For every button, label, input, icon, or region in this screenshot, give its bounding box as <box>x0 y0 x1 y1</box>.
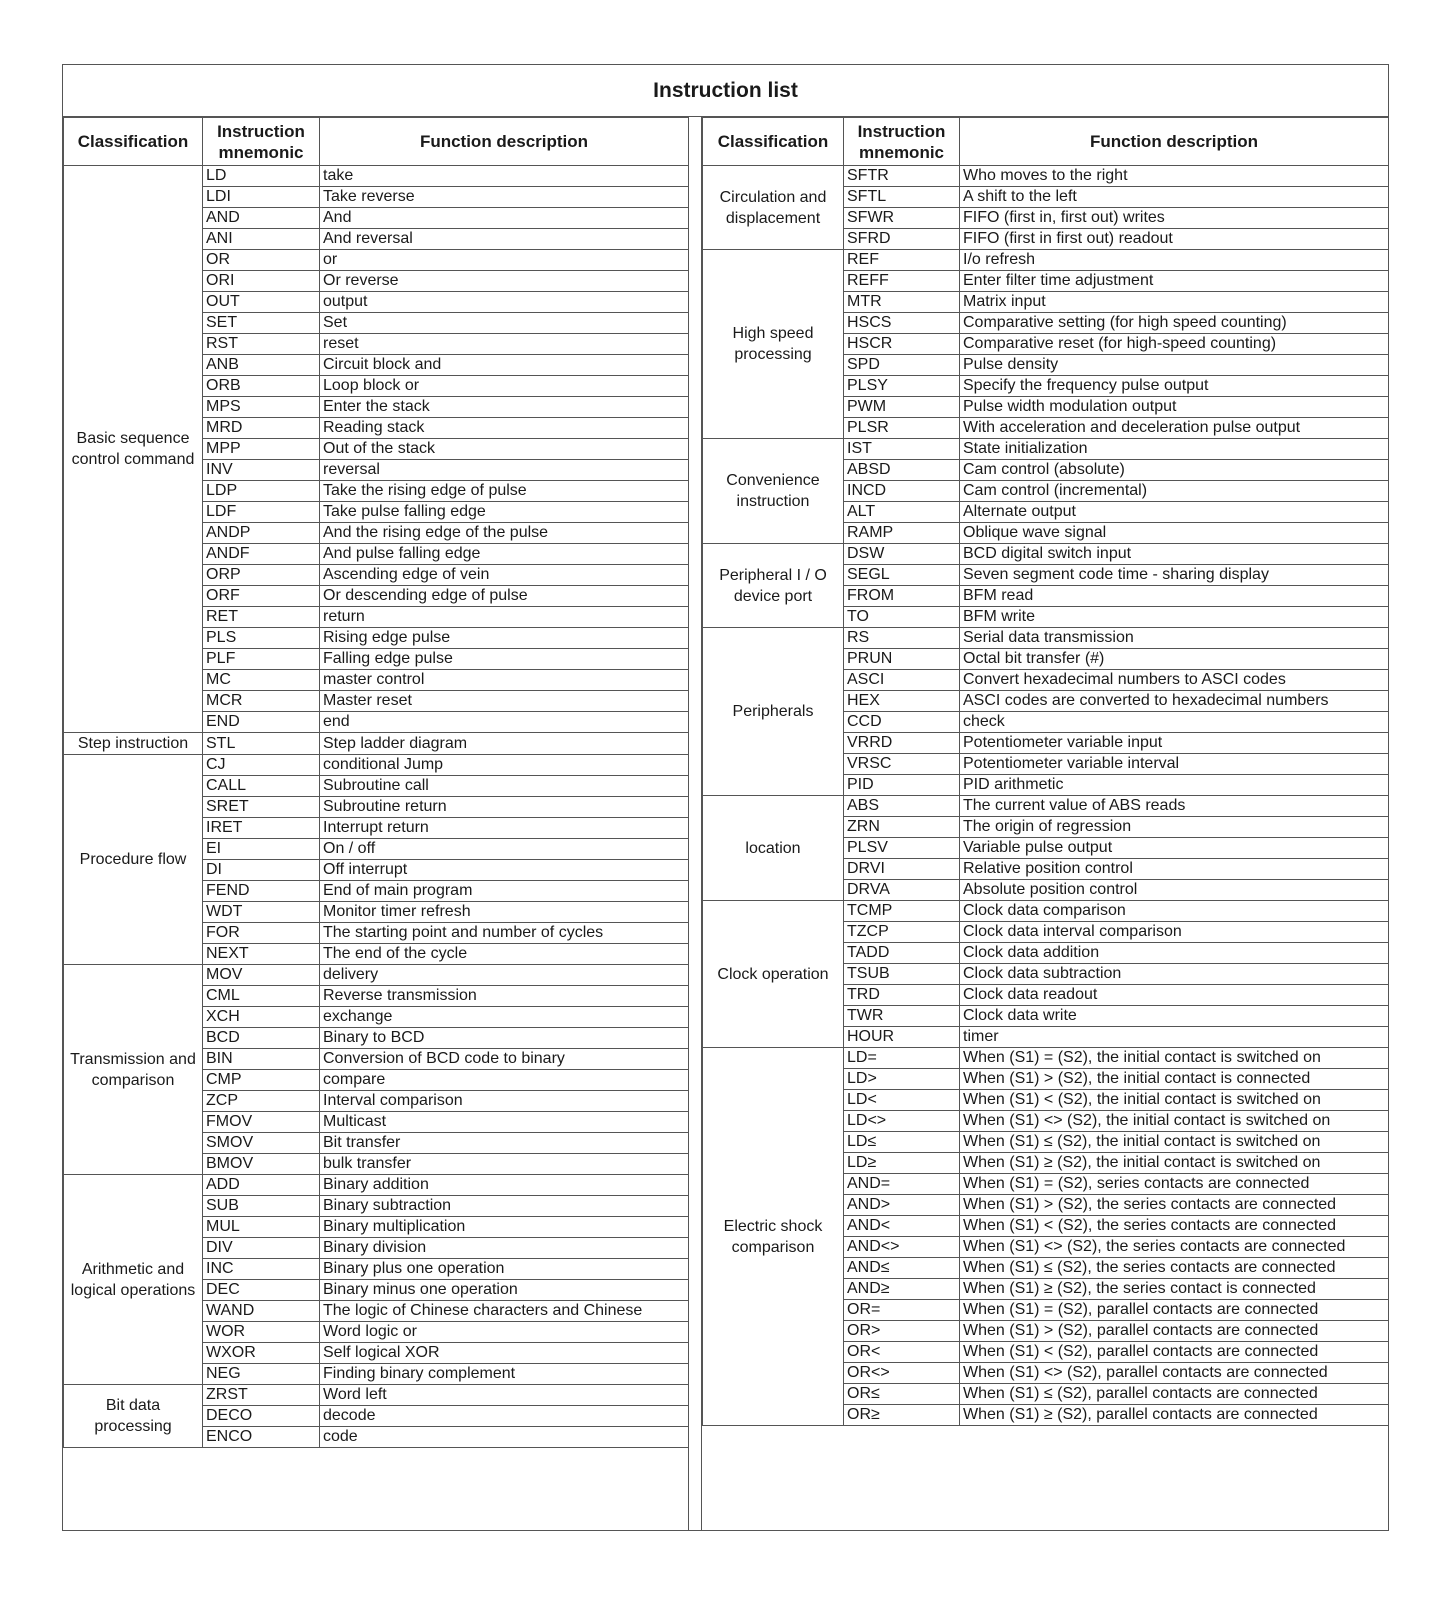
function-cell: Subroutine call <box>320 776 689 797</box>
function-cell: Enter the stack <box>320 397 689 418</box>
mnemonic-cell: AND> <box>844 1195 960 1216</box>
function-cell: Ascending edge of vein <box>320 565 689 586</box>
mnemonic-cell: MC <box>203 670 320 691</box>
table-row <box>703 1048 1389 1069</box>
mnemonic-cell: TADD <box>844 943 960 964</box>
function-cell: Absolute position control <box>960 880 1389 901</box>
mnemonic-cell: BCD <box>203 1028 320 1049</box>
mnemonic-cell: TZCP <box>844 922 960 943</box>
header-mnemonic: Instruction mnemonic <box>203 118 320 166</box>
function-cell: When (S1) = (S2), the initial contact is switched on <box>960 1048 1389 1069</box>
instruction-list-sheet <box>62 64 1389 1531</box>
function-cell: Oblique wave signal <box>960 523 1389 544</box>
table-row <box>703 628 1389 649</box>
mnemonic-cell: RAMP <box>844 523 960 544</box>
classification-cell: Arithmetic and logical operations <box>64 1175 203 1385</box>
function-cell: Pulse width modulation output <box>960 397 1389 418</box>
mnemonic-cell: MRD <box>203 418 320 439</box>
function-cell: Binary to BCD <box>320 1028 689 1049</box>
function-cell: I/o refresh <box>960 250 1389 271</box>
mnemonic-cell: LDP <box>203 481 320 502</box>
function-cell: Reading stack <box>320 418 689 439</box>
mnemonic-cell: ABS <box>844 796 960 817</box>
classification-cell: Peripherals <box>703 628 844 796</box>
mnemonic-cell: AND= <box>844 1174 960 1195</box>
mnemonic-cell: SMOV <box>203 1133 320 1154</box>
function-cell: end <box>320 712 689 733</box>
mnemonic-cell: MPS <box>203 397 320 418</box>
mnemonic-cell: TWR <box>844 1006 960 1027</box>
table-row <box>64 755 689 776</box>
mnemonic-cell: IRET <box>203 818 320 839</box>
classification-cell: Step instruction <box>64 733 203 755</box>
mnemonic-cell: DSW <box>844 544 960 565</box>
right-instruction-table <box>702 117 1389 1426</box>
mnemonic-cell: FMOV <box>203 1112 320 1133</box>
function-cell: Relative position control <box>960 859 1389 880</box>
function-cell: Binary minus one operation <box>320 1280 689 1301</box>
mnemonic-cell: OR> <box>844 1321 960 1342</box>
mnemonic-cell: OUT <box>203 292 320 313</box>
mnemonic-cell: BMOV <box>203 1154 320 1175</box>
function-cell: And pulse falling edge <box>320 544 689 565</box>
function-cell: Convert hexadecimal numbers to ASCI codes <box>960 670 1389 691</box>
function-cell: Clock data write <box>960 1006 1389 1027</box>
mnemonic-cell: SFRD <box>844 229 960 250</box>
mnemonic-cell: HEX <box>844 691 960 712</box>
function-cell: Subroutine return <box>320 797 689 818</box>
mnemonic-cell: ALT <box>844 502 960 523</box>
mnemonic-cell: STL <box>203 733 320 755</box>
classification-cell: Circulation and displacement <box>703 166 844 250</box>
mnemonic-cell: RET <box>203 607 320 628</box>
function-cell: Clock data interval comparison <box>960 922 1389 943</box>
function-cell: When (S1) <> (S2), the initial contact is switched on <box>960 1111 1389 1132</box>
mnemonic-cell: DRVI <box>844 859 960 880</box>
mnemonic-cell: SPD <box>844 355 960 376</box>
function-cell: Octal bit transfer (#) <box>960 649 1389 670</box>
function-cell: Off interrupt <box>320 860 689 881</box>
header-classification: Classification <box>703 118 844 166</box>
function-cell: or <box>320 250 689 271</box>
function-cell: When (S1) <> (S2), the series contacts are connected <box>960 1237 1389 1258</box>
mnemonic-cell: AND≥ <box>844 1279 960 1300</box>
function-cell: Self logical XOR <box>320 1343 689 1364</box>
mnemonic-cell: WAND <box>203 1301 320 1322</box>
mnemonic-cell: MOV <box>203 965 320 986</box>
function-cell: FIFO (first in first out) readout <box>960 229 1389 250</box>
classification-cell: Basic sequence control command <box>64 166 203 733</box>
mnemonic-cell: LD <box>203 166 320 187</box>
function-cell: decode <box>320 1406 689 1427</box>
function-cell: When (S1) ≤ (S2), the series contacts are connected <box>960 1258 1389 1279</box>
mnemonic-cell: HSCS <box>844 313 960 334</box>
function-cell: On / off <box>320 839 689 860</box>
mnemonic-cell: LD= <box>844 1048 960 1069</box>
function-cell: Comparative reset (for high-speed counting) <box>960 334 1389 355</box>
mnemonic-cell: WXOR <box>203 1343 320 1364</box>
function-cell: When (S1) <> (S2), parallel contacts are connected <box>960 1363 1389 1384</box>
function-cell: timer <box>960 1027 1389 1048</box>
mnemonic-cell: MTR <box>844 292 960 313</box>
classification-cell: Clock operation <box>703 901 844 1048</box>
mnemonic-cell: TO <box>844 607 960 628</box>
function-cell: take <box>320 166 689 187</box>
mnemonic-cell: OR< <box>844 1342 960 1363</box>
mnemonic-cell: FROM <box>844 586 960 607</box>
function-cell: Circuit block and <box>320 355 689 376</box>
function-cell: The starting point and number of cycles <box>320 923 689 944</box>
function-cell: Binary addition <box>320 1175 689 1196</box>
table-row <box>64 965 689 986</box>
mnemonic-cell: ANI <box>203 229 320 250</box>
mnemonic-cell: NEG <box>203 1364 320 1385</box>
function-cell: code <box>320 1427 689 1448</box>
function-cell: Finding binary complement <box>320 1364 689 1385</box>
function-cell: PID arithmetic <box>960 775 1389 796</box>
mnemonic-cell: LD<> <box>844 1111 960 1132</box>
mnemonic-cell: OR≥ <box>844 1405 960 1426</box>
function-cell: BCD digital switch input <box>960 544 1389 565</box>
table-row <box>703 166 1389 187</box>
classification-cell: High speed processing <box>703 250 844 439</box>
function-cell: output <box>320 292 689 313</box>
mnemonic-cell: AND <box>203 208 320 229</box>
mnemonic-cell: TCMP <box>844 901 960 922</box>
function-cell: delivery <box>320 965 689 986</box>
header-row <box>64 118 689 166</box>
function-cell: And the rising edge of the pulse <box>320 523 689 544</box>
table-row <box>703 250 1389 271</box>
mnemonic-cell: PLS <box>203 628 320 649</box>
function-cell: And <box>320 208 689 229</box>
function-cell: Step ladder diagram <box>320 733 689 755</box>
mnemonic-cell: CMP <box>203 1070 320 1091</box>
function-cell: Cam control (absolute) <box>960 460 1389 481</box>
mnemonic-cell: CCD <box>844 712 960 733</box>
classification-cell: location <box>703 796 844 901</box>
mnemonic-cell: WOR <box>203 1322 320 1343</box>
mnemonic-cell: ORB <box>203 376 320 397</box>
mnemonic-cell: MUL <box>203 1217 320 1238</box>
mnemonic-cell: PLSV <box>844 838 960 859</box>
mnemonic-cell: PID <box>844 775 960 796</box>
function-cell: Pulse density <box>960 355 1389 376</box>
function-cell: Interrupt return <box>320 818 689 839</box>
mnemonic-cell: INCD <box>844 481 960 502</box>
classification-cell: Peripheral I / O device port <box>703 544 844 628</box>
function-cell: Serial data transmission <box>960 628 1389 649</box>
function-cell: Or reverse <box>320 271 689 292</box>
mnemonic-cell: VRSC <box>844 754 960 775</box>
function-cell: Variable pulse output <box>960 838 1389 859</box>
mnemonic-cell: FOR <box>203 923 320 944</box>
mnemonic-cell: LD> <box>844 1069 960 1090</box>
mnemonic-cell: SFWR <box>844 208 960 229</box>
mnemonic-cell: HSCR <box>844 334 960 355</box>
mnemonic-cell: SEGL <box>844 565 960 586</box>
classification-cell: Procedure flow <box>64 755 203 965</box>
function-cell: Loop block or <box>320 376 689 397</box>
mnemonic-cell: REFF <box>844 271 960 292</box>
mnemonic-cell: OR≤ <box>844 1384 960 1405</box>
function-cell: compare <box>320 1070 689 1091</box>
mnemonic-cell: ANB <box>203 355 320 376</box>
mnemonic-cell: ANDP <box>203 523 320 544</box>
function-cell: The end of the cycle <box>320 944 689 965</box>
table-row <box>703 796 1389 817</box>
right-table-body <box>703 166 1389 1426</box>
function-cell: Enter filter time adjustment <box>960 271 1389 292</box>
mnemonic-cell: NEXT <box>203 944 320 965</box>
function-cell: Master reset <box>320 691 689 712</box>
mnemonic-cell: DRVA <box>844 880 960 901</box>
mnemonic-cell: LD≥ <box>844 1153 960 1174</box>
mnemonic-cell: OR= <box>844 1300 960 1321</box>
mnemonic-cell: DEC <box>203 1280 320 1301</box>
page-title: Instruction list <box>63 65 1388 117</box>
mnemonic-cell: DECO <box>203 1406 320 1427</box>
function-cell: Interval comparison <box>320 1091 689 1112</box>
left-table-body <box>64 166 689 1448</box>
function-cell: When (S1) > (S2), parallel contacts are connected <box>960 1321 1389 1342</box>
function-cell: When (S1) > (S2), the series contacts are connected <box>960 1195 1389 1216</box>
mnemonic-cell: WDT <box>203 902 320 923</box>
function-cell: Out of the stack <box>320 439 689 460</box>
function-cell: When (S1) ≤ (S2), parallel contacts are connected <box>960 1384 1389 1405</box>
function-cell: BFM read <box>960 586 1389 607</box>
function-cell: Binary multiplication <box>320 1217 689 1238</box>
mnemonic-cell: ASCI <box>844 670 960 691</box>
mnemonic-cell: AND≤ <box>844 1258 960 1279</box>
function-cell: Or descending edge of pulse <box>320 586 689 607</box>
function-cell: conditional Jump <box>320 755 689 776</box>
function-cell: And reversal <box>320 229 689 250</box>
classification-cell: Bit data processing <box>64 1385 203 1448</box>
header-mnemonic: Instruction mnemonic <box>844 118 960 166</box>
mnemonic-cell: EI <box>203 839 320 860</box>
mnemonic-cell: ZRST <box>203 1385 320 1406</box>
mnemonic-cell: LD≤ <box>844 1132 960 1153</box>
mnemonic-cell: DI <box>203 860 320 881</box>
table-row <box>64 1175 689 1196</box>
mnemonic-cell: LDF <box>203 502 320 523</box>
mnemonic-cell: INV <box>203 460 320 481</box>
function-cell: Multicast <box>320 1112 689 1133</box>
function-cell: The origin of regression <box>960 817 1389 838</box>
classification-cell: Transmission and comparison <box>64 965 203 1175</box>
function-cell: State initialization <box>960 439 1389 460</box>
classification-cell: Electric shock comparison <box>703 1048 844 1426</box>
function-cell: Binary plus one operation <box>320 1259 689 1280</box>
table-row <box>64 166 689 187</box>
table-row <box>703 901 1389 922</box>
function-cell: Monitor timer refresh <box>320 902 689 923</box>
function-cell: Cam control (incremental) <box>960 481 1389 502</box>
function-cell: Seven segment code time - sharing display <box>960 565 1389 586</box>
function-cell: BFM write <box>960 607 1389 628</box>
mnemonic-cell: HOUR <box>844 1027 960 1048</box>
function-cell: A shift to the left <box>960 187 1389 208</box>
function-cell: bulk transfer <box>320 1154 689 1175</box>
function-cell: FIFO (first in, first out) writes <box>960 208 1389 229</box>
mnemonic-cell: PLSY <box>844 376 960 397</box>
mnemonic-cell: CJ <box>203 755 320 776</box>
left-instruction-table <box>63 117 689 1448</box>
mnemonic-cell: MPP <box>203 439 320 460</box>
mnemonic-cell: LDI <box>203 187 320 208</box>
mnemonic-cell: ZRN <box>844 817 960 838</box>
function-cell: Clock data readout <box>960 985 1389 1006</box>
function-cell: Word logic or <box>320 1322 689 1343</box>
function-cell: Reverse transmission <box>320 986 689 1007</box>
function-cell: Clock data addition <box>960 943 1389 964</box>
function-cell: Who moves to the right <box>960 166 1389 187</box>
header-function: Function description <box>320 118 689 166</box>
function-cell: End of main program <box>320 881 689 902</box>
mnemonic-cell: SRET <box>203 797 320 818</box>
mnemonic-cell: XCH <box>203 1007 320 1028</box>
mnemonic-cell: OR <box>203 250 320 271</box>
mnemonic-cell: SET <box>203 313 320 334</box>
function-cell: When (S1) < (S2), the initial contact is switched on <box>960 1090 1389 1111</box>
function-cell: Falling edge pulse <box>320 649 689 670</box>
function-cell: Word left <box>320 1385 689 1406</box>
function-cell: Conversion of BCD code to binary <box>320 1049 689 1070</box>
function-cell: The logic of Chinese characters and Chinese <box>320 1301 689 1322</box>
function-cell: When (S1) < (S2), parallel contacts are connected <box>960 1342 1389 1363</box>
function-cell: When (S1) = (S2), parallel contacts are connected <box>960 1300 1389 1321</box>
function-cell: When (S1) < (S2), the series contacts are connected <box>960 1216 1389 1237</box>
mnemonic-cell: AND<> <box>844 1237 960 1258</box>
mnemonic-cell: OR<> <box>844 1363 960 1384</box>
function-cell: When (S1) ≤ (S2), the initial contact is switched on <box>960 1132 1389 1153</box>
header-classification: Classification <box>64 118 203 166</box>
function-cell: Clock data comparison <box>960 901 1389 922</box>
mnemonic-cell: ANDF <box>203 544 320 565</box>
function-cell: check <box>960 712 1389 733</box>
mnemonic-cell: PWM <box>844 397 960 418</box>
function-cell: When (S1) ≥ (S2), parallel contacts are connected <box>960 1405 1389 1426</box>
function-cell: When (S1) = (S2), series contacts are connected <box>960 1174 1389 1195</box>
mnemonic-cell: ORF <box>203 586 320 607</box>
function-cell: Alternate output <box>960 502 1389 523</box>
function-cell: With acceleration and deceleration pulse output <box>960 418 1389 439</box>
mnemonic-cell: VRRD <box>844 733 960 754</box>
mnemonic-cell: END <box>203 712 320 733</box>
mnemonic-cell: ENCO <box>203 1427 320 1448</box>
mnemonic-cell: DIV <box>203 1238 320 1259</box>
mnemonic-cell: SFTL <box>844 187 960 208</box>
function-cell: Rising edge pulse <box>320 628 689 649</box>
function-cell: Take reverse <box>320 187 689 208</box>
mnemonic-cell: CML <box>203 986 320 1007</box>
function-cell: Comparative setting (for high speed counting) <box>960 313 1389 334</box>
table-row <box>64 733 689 755</box>
function-cell: Bit transfer <box>320 1133 689 1154</box>
function-cell: The current value of ABS reads <box>960 796 1389 817</box>
mnemonic-cell: SUB <box>203 1196 320 1217</box>
mnemonic-cell: TSUB <box>844 964 960 985</box>
function-cell: reversal <box>320 460 689 481</box>
function-cell: When (S1) ≥ (S2), the series contact is connected <box>960 1279 1389 1300</box>
mnemonic-cell: MCR <box>203 691 320 712</box>
function-cell: Potentiometer variable interval <box>960 754 1389 775</box>
mnemonic-cell: REF <box>844 250 960 271</box>
mnemonic-cell: LD< <box>844 1090 960 1111</box>
mnemonic-cell: TRD <box>844 985 960 1006</box>
mnemonic-cell: ADD <box>203 1175 320 1196</box>
header-function: Function description <box>960 118 1389 166</box>
mnemonic-cell: BIN <box>203 1049 320 1070</box>
function-cell: ASCI codes are converted to hexadecimal numbers <box>960 691 1389 712</box>
mnemonic-cell: AND< <box>844 1216 960 1237</box>
function-cell: Set <box>320 313 689 334</box>
table-row <box>703 544 1389 565</box>
function-cell: return <box>320 607 689 628</box>
function-cell: master control <box>320 670 689 691</box>
function-cell: When (S1) ≥ (S2), the initial contact is switched on <box>960 1153 1389 1174</box>
function-cell: exchange <box>320 1007 689 1028</box>
mnemonic-cell: INC <box>203 1259 320 1280</box>
mnemonic-cell: FEND <box>203 881 320 902</box>
mnemonic-cell: ZCP <box>203 1091 320 1112</box>
function-cell: When (S1) > (S2), the initial contact is connected <box>960 1069 1389 1090</box>
function-cell: Binary subtraction <box>320 1196 689 1217</box>
table-row <box>64 1385 689 1406</box>
classification-cell: Convenience instruction <box>703 439 844 544</box>
mnemonic-cell: ORI <box>203 271 320 292</box>
mnemonic-cell: ABSD <box>844 460 960 481</box>
mnemonic-cell: PRUN <box>844 649 960 670</box>
mnemonic-cell: RST <box>203 334 320 355</box>
function-cell: Matrix input <box>960 292 1389 313</box>
function-cell: Specify the frequency pulse output <box>960 376 1389 397</box>
table-row <box>703 439 1389 460</box>
header-row <box>703 118 1389 166</box>
function-cell: Take the rising edge of pulse <box>320 481 689 502</box>
mnemonic-cell: PLSR <box>844 418 960 439</box>
function-cell: Potentiometer variable input <box>960 733 1389 754</box>
function-cell: reset <box>320 334 689 355</box>
mnemonic-cell: IST <box>844 439 960 460</box>
mnemonic-cell: ORP <box>203 565 320 586</box>
function-cell: Take pulse falling edge <box>320 502 689 523</box>
mnemonic-cell: RS <box>844 628 960 649</box>
mnemonic-cell: CALL <box>203 776 320 797</box>
function-cell: Binary division <box>320 1238 689 1259</box>
column-gap <box>688 117 702 1530</box>
mnemonic-cell: PLF <box>203 649 320 670</box>
function-cell: Clock data subtraction <box>960 964 1389 985</box>
mnemonic-cell: SFTR <box>844 166 960 187</box>
